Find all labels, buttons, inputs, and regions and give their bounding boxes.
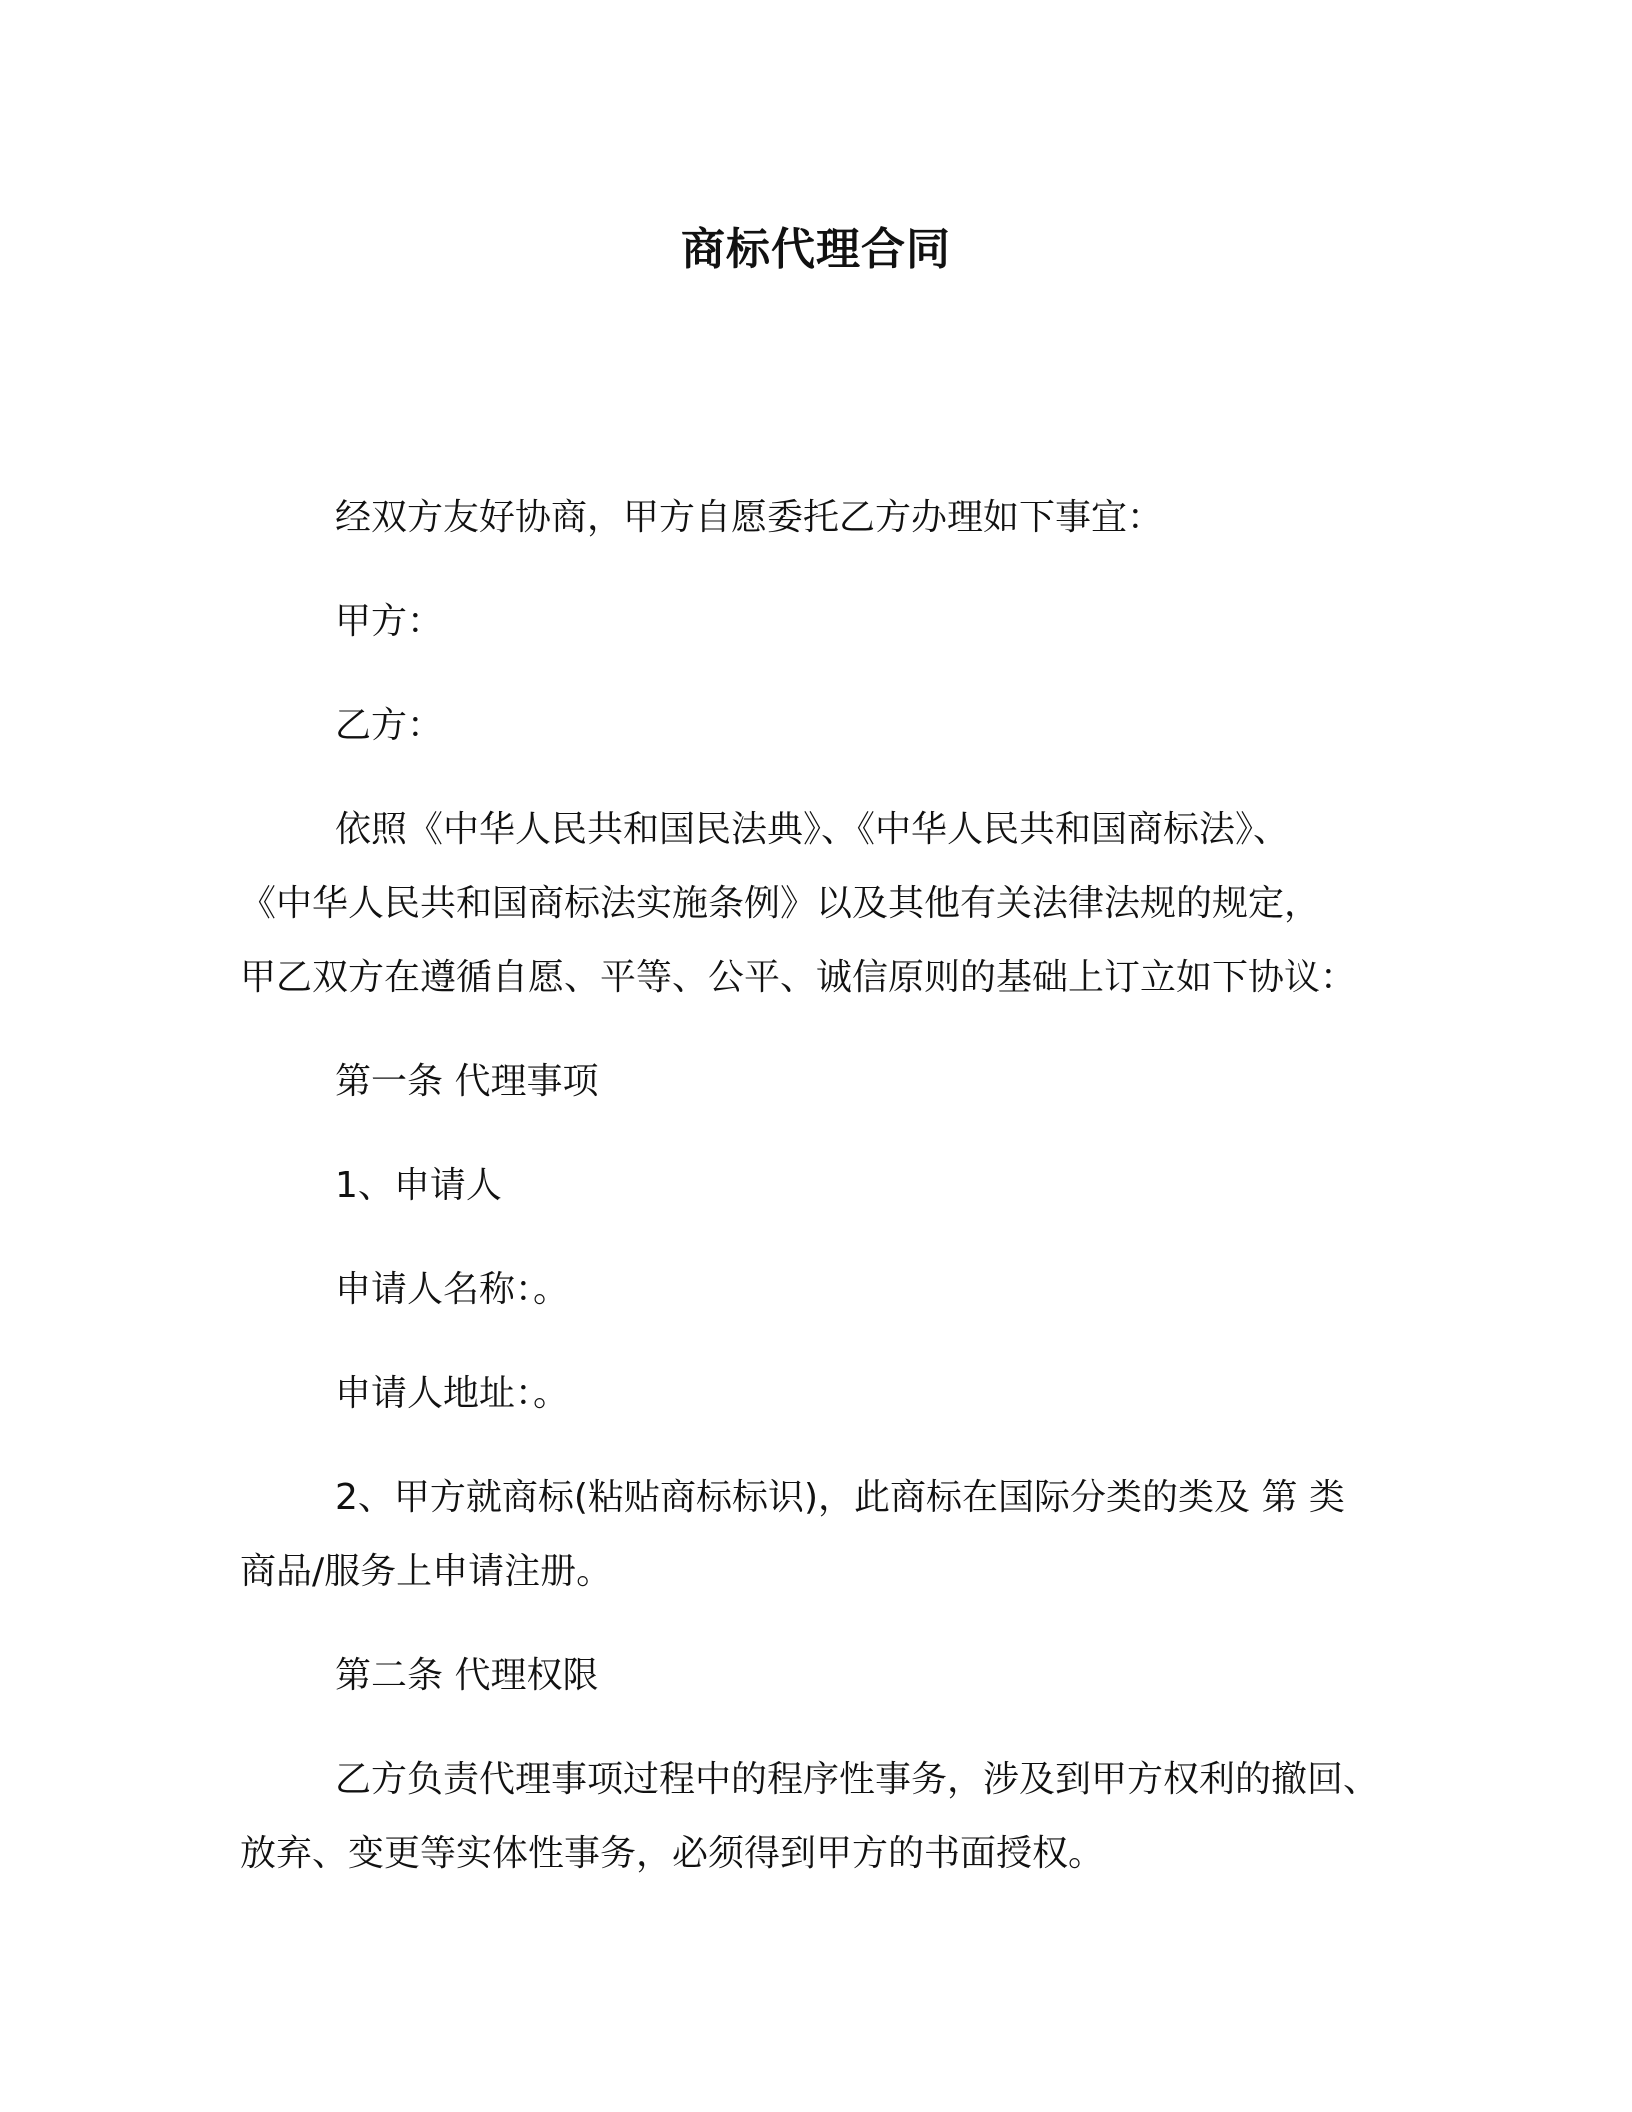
authority-paragraph-line-2: 放弃、变更等实体性事务，必须得到甲方的书面授权。 (240, 1833, 1105, 1874)
applicant-heading: 1、申请人 (335, 1165, 502, 1206)
article-1-heading: 第一条 代理事项 (335, 1061, 599, 1102)
party-b-label: 乙方： (335, 705, 444, 746)
document-title: 商标代理合同 (681, 224, 951, 275)
legal-basis-line-3: 甲乙双方在遵循自愿、平等、公平、诚信原则的基础上订立如下协议： (240, 957, 1357, 998)
authority-paragraph-line-1: 乙方负责代理事项过程中的程序性事务，涉及到甲方权利的撤回、 (335, 1759, 1380, 1800)
article-2-heading: 第二条 代理权限 (335, 1655, 599, 1696)
trademark-clause-line-2: 商品/服务上申请注册。 (240, 1551, 613, 1592)
applicant-address: 申请人地址：。 (335, 1373, 570, 1414)
intro-paragraph: 经双方友好协商，甲方自愿委托乙方办理如下事宜： (335, 497, 1164, 538)
party-a-label: 甲方： (335, 601, 444, 642)
legal-basis-line-1: 依照《中华人民共和国民法典》、《中华人民共和国商标法》、 (335, 809, 1290, 850)
applicant-name: 申请人名称：。 (335, 1269, 570, 1310)
trademark-clause-line-1: 2、甲方就商标(粘贴商标标识)，此商标在国际分类的类及 第 类 (335, 1477, 1345, 1518)
legal-basis-line-2: 《中华人民共和国商标法实施条例》以及其他有关法律法规的规定， (240, 883, 1321, 924)
